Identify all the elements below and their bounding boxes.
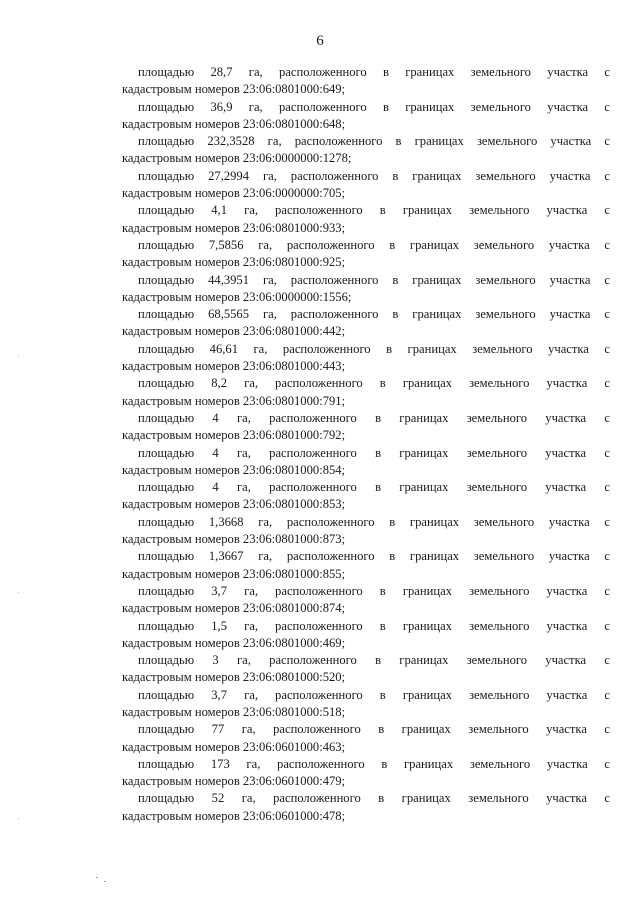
- entry-cadastral-line: кадастровым номеров 23:06:0801000:518;: [122, 704, 346, 719]
- entry-area-line: площадью 173 га, расположенного в границах земельного участка с: [138, 756, 610, 771]
- land-plot-entry: [122, 99, 610, 134]
- entry-cadastral-line: кадастровым номеров 23:06:0801000:442;: [122, 324, 346, 339]
- land-plot-entry: [122, 64, 610, 99]
- entry-area-line: площадью 4 га, расположенного в границах земельного участка с: [138, 480, 610, 495]
- land-plot-entry: [122, 652, 610, 687]
- land-plot-entry: [122, 306, 610, 341]
- entry-cadastral-line: кадастровым номеров 23:06:0000000:1556;: [122, 289, 352, 304]
- entry-area-line: площадью 68,5565 га, расположенного в границах земельного участка с: [138, 307, 610, 322]
- page-number: 6: [316, 33, 324, 49]
- margin-mark: [18, 592, 19, 593]
- land-plot-entry: [122, 202, 610, 237]
- entry-area-line: площадью 7,5856 га, расположенного в границах земельного участка с: [138, 237, 610, 252]
- entry-cadastral-line: кадастровым номеров 23:06:0801000:874;: [122, 601, 346, 616]
- entry-cadastral-line: кадастровым номеров 23:06:0801000:649;: [122, 82, 346, 97]
- entry-area-line: площадью 52 га, расположенного в границах земельного участка с: [138, 791, 610, 806]
- land-plot-entry: [122, 410, 610, 445]
- entry-area-line: площадью 44,3951 га, расположенного в границах земельного участка с: [138, 272, 610, 287]
- document-body: [122, 64, 610, 825]
- entry-area-line: площадью 1,3668 га, расположенного в границах земельного участка с: [138, 514, 610, 529]
- entry-cadastral-line: кадастровым номеров 23:06:0601000:463;: [122, 739, 346, 754]
- entry-cadastral-line: кадастровым номеров 23:06:0801000:791;: [122, 393, 346, 408]
- entry-area-line: площадью 1,3667 га, расположенного в границах земельного участка с: [138, 549, 610, 564]
- entry-cadastral-line: кадастровым номеров 23:06:0801000:469;: [122, 635, 346, 650]
- entry-cadastral-line: кадастровым номеров 23:06:0801000:855;: [122, 566, 346, 581]
- entry-area-line: площадью 1,5 га, расположенного в границах земельного участка с: [138, 618, 610, 633]
- entry-cadastral-line: кадастровым номеров 23:06:0801000:853;: [122, 497, 346, 512]
- entry-area-line: площадью 4 га, расположенного в границах земельного участка с: [138, 445, 610, 460]
- entry-cadastral-line: кадастровым номеров 23:06:0801000:933;: [122, 220, 346, 235]
- entry-cadastral-line: кадастровым номеров 23:06:0601000:479;: [122, 774, 346, 789]
- entry-area-line: площадью 3 га, расположенного в границах земельного участка с: [138, 653, 610, 668]
- entry-area-line: площадью 77 га, расположенного в границах земельного участка с: [138, 722, 610, 737]
- entry-area-line: площадью 8,2 га, расположенного в границах земельного участка с: [138, 376, 610, 391]
- entry-area-line: площадью 27,2994 га, расположенного в границах земельного участка с: [138, 168, 610, 183]
- entry-cadastral-line: кадастровым номеров 23:06:0801000:443;: [122, 359, 346, 374]
- entry-area-line: площадью 3,7 га, расположенного в границах земельного участка с: [138, 583, 610, 598]
- land-plot-entry: [122, 548, 610, 583]
- entry-cadastral-line: кадастровым номеров 23:06:0801000:873;: [122, 532, 346, 547]
- land-plot-entry: [122, 341, 610, 376]
- land-plot-entry: [122, 133, 610, 168]
- land-plot-entry: [122, 445, 610, 480]
- scan-speck: [104, 881, 106, 882]
- entry-area-line: площадью 232,3528 га, расположенного в границах земельного участка с: [138, 134, 610, 149]
- land-plot-entry: [122, 479, 610, 514]
- entry-cadastral-line: кадастровым номеров 23:06:0801000:520;: [122, 670, 346, 685]
- entry-area-line: площадью 4,1 га, расположенного в границах земельного участка с: [138, 203, 610, 218]
- land-plot-entry: [122, 687, 610, 722]
- entry-area-line: площадью 3,7 га, расположенного в границах земельного участка с: [138, 687, 610, 702]
- entry-cadastral-line: кадастровым номеров 23:06:0801000:648;: [122, 116, 346, 131]
- entry-cadastral-line: кадастровым номеров 23:06:0000000:705;: [122, 186, 346, 201]
- land-plot-entry: [122, 514, 610, 549]
- land-plot-entry: [122, 618, 610, 653]
- land-plot-entry: [122, 583, 610, 618]
- land-plot-entry: [122, 237, 610, 272]
- entry-area-line: площадью 46,61 га, расположенного в границах земельного участка с: [138, 341, 610, 356]
- entry-cadastral-line: кадастровым номеров 23:06:0801000:925;: [122, 255, 346, 270]
- entry-cadastral-line: кадастровым номеров 23:06:0801000:854;: [122, 462, 346, 477]
- entry-cadastral-line: кадастровым номеров 23:06:0801000:792;: [122, 428, 346, 443]
- entry-cadastral-line: кадастровым номеров 23:06:0601000:478;: [122, 808, 346, 823]
- land-plot-entry: [122, 756, 610, 791]
- scan-speck: [96, 877, 98, 878]
- land-plot-entry: [122, 721, 610, 756]
- entry-cadastral-line: кадастровым номеров 23:06:0000000:1278;: [122, 151, 352, 166]
- entry-area-line: площадью 36,9 га, расположенного в границах земельного участка с: [138, 99, 610, 114]
- land-plot-entry: [122, 272, 610, 307]
- land-plot-entry: [122, 375, 610, 410]
- entry-area-line: площадью 28,7 га, расположенного в границах земельного участка с: [138, 65, 610, 79]
- margin-mark: [18, 818, 19, 819]
- land-plot-entry: [122, 790, 610, 825]
- land-plot-entry: [122, 168, 610, 203]
- margin-mark: [18, 355, 19, 356]
- entry-area-line: площадью 4 га, расположенного в границах земельного участка с: [138, 410, 610, 425]
